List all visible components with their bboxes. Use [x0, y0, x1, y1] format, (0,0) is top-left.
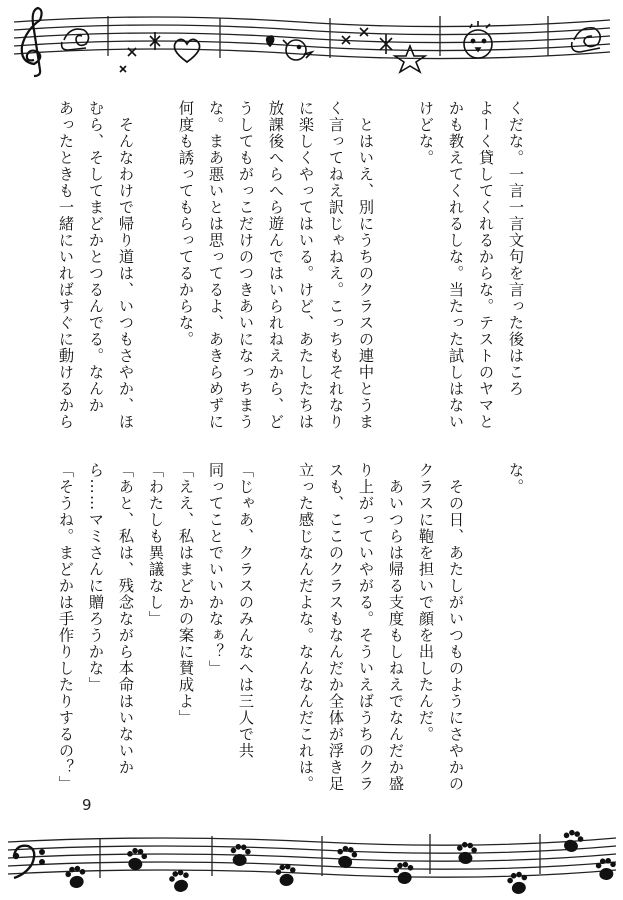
- text-line: く言ってねえ訳じゃねえ。こっちもそれなり: [327, 100, 345, 430]
- text-line: うしてもがっこだけのつきあいになっちまう: [237, 100, 255, 430]
- page-number: 9: [82, 796, 92, 814]
- bird-icon: [267, 36, 312, 60]
- upper-text-block: [51, 100, 531, 452]
- text-line: むら、そしてまどかとつるんでる。なんか: [87, 100, 105, 414]
- dialogue-line: 同ってことでいいかなぁ？」: [207, 462, 225, 677]
- blank-line: [261, 462, 291, 788]
- text-line: な。: [507, 462, 525, 495]
- lower-text-block: [51, 462, 531, 792]
- text-line: とはいえ、別にうちのクラスの連中とうま: [357, 100, 375, 430]
- swirl-icon: [572, 28, 601, 52]
- text-line: かも教えてくれるしな。当たった試しはない: [447, 100, 465, 430]
- dialogue-line: ら……マミさんに贈ろうかな」: [87, 462, 105, 693]
- treble-clef-icon: [22, 8, 42, 76]
- bottom-music-staff: [0, 812, 623, 900]
- sparkle-icon: [120, 32, 160, 72]
- text-line: り上がっていやがる。そういえばうちのクラ: [357, 462, 375, 792]
- text-line: けどな。: [417, 100, 435, 166]
- text-line: よーく貸してくれるからな。テストのヤマと: [477, 100, 495, 430]
- text-line: クラスに鞄を担いで顔を出したんだ。: [417, 462, 435, 743]
- dialogue-line: 「じゃあ、クラスのみんなへは三人で共: [237, 462, 255, 759]
- text-line: くだな。一言一言文句を言った後はころ: [507, 100, 525, 397]
- text-line: あったときも一緒にいればすぐに動けるから: [57, 100, 75, 430]
- blank-line: [471, 462, 501, 788]
- text-line: 何度も誘ってもらってるからな。: [177, 100, 195, 348]
- dialogue-line: 「わたしも異議なし」: [147, 462, 165, 627]
- text-line: そんなわけで帰り道は、いつもさやか、ほ: [117, 100, 135, 430]
- top-music-staff: [0, 0, 623, 80]
- text-line: その日、あたしがいつものようにさやかの: [447, 462, 465, 792]
- blank-line: [381, 100, 411, 452]
- text-line: 立った感じなんだよな。なんなんだこれは。: [297, 462, 315, 792]
- blank-line: [141, 100, 171, 452]
- dialogue-line: 「ええ、私はまどかの案に賛成よ」: [177, 462, 195, 726]
- dialogue-line: 「あと、私は、残念ながら本命はいないか: [117, 462, 135, 776]
- text-line: な。まあ悪いとは思ってるよ、あきらめずに: [207, 100, 225, 430]
- text-line: に楽しくやってはいる。けど、あたしたちは: [297, 100, 315, 430]
- text-line: 放課後へらへら遊んではいられねえから、ど: [267, 100, 285, 430]
- text-line: あいつらは帰る支度もしねえでなんだか盛: [387, 462, 405, 792]
- heart-icon: [174, 39, 199, 62]
- text-line: スも、ここのクラスもなんだか全体が浮き足: [327, 462, 345, 792]
- swirl-icon: [62, 29, 89, 50]
- dialogue-line: 「そうね。まどかは手作りしたりするの？」: [57, 462, 75, 792]
